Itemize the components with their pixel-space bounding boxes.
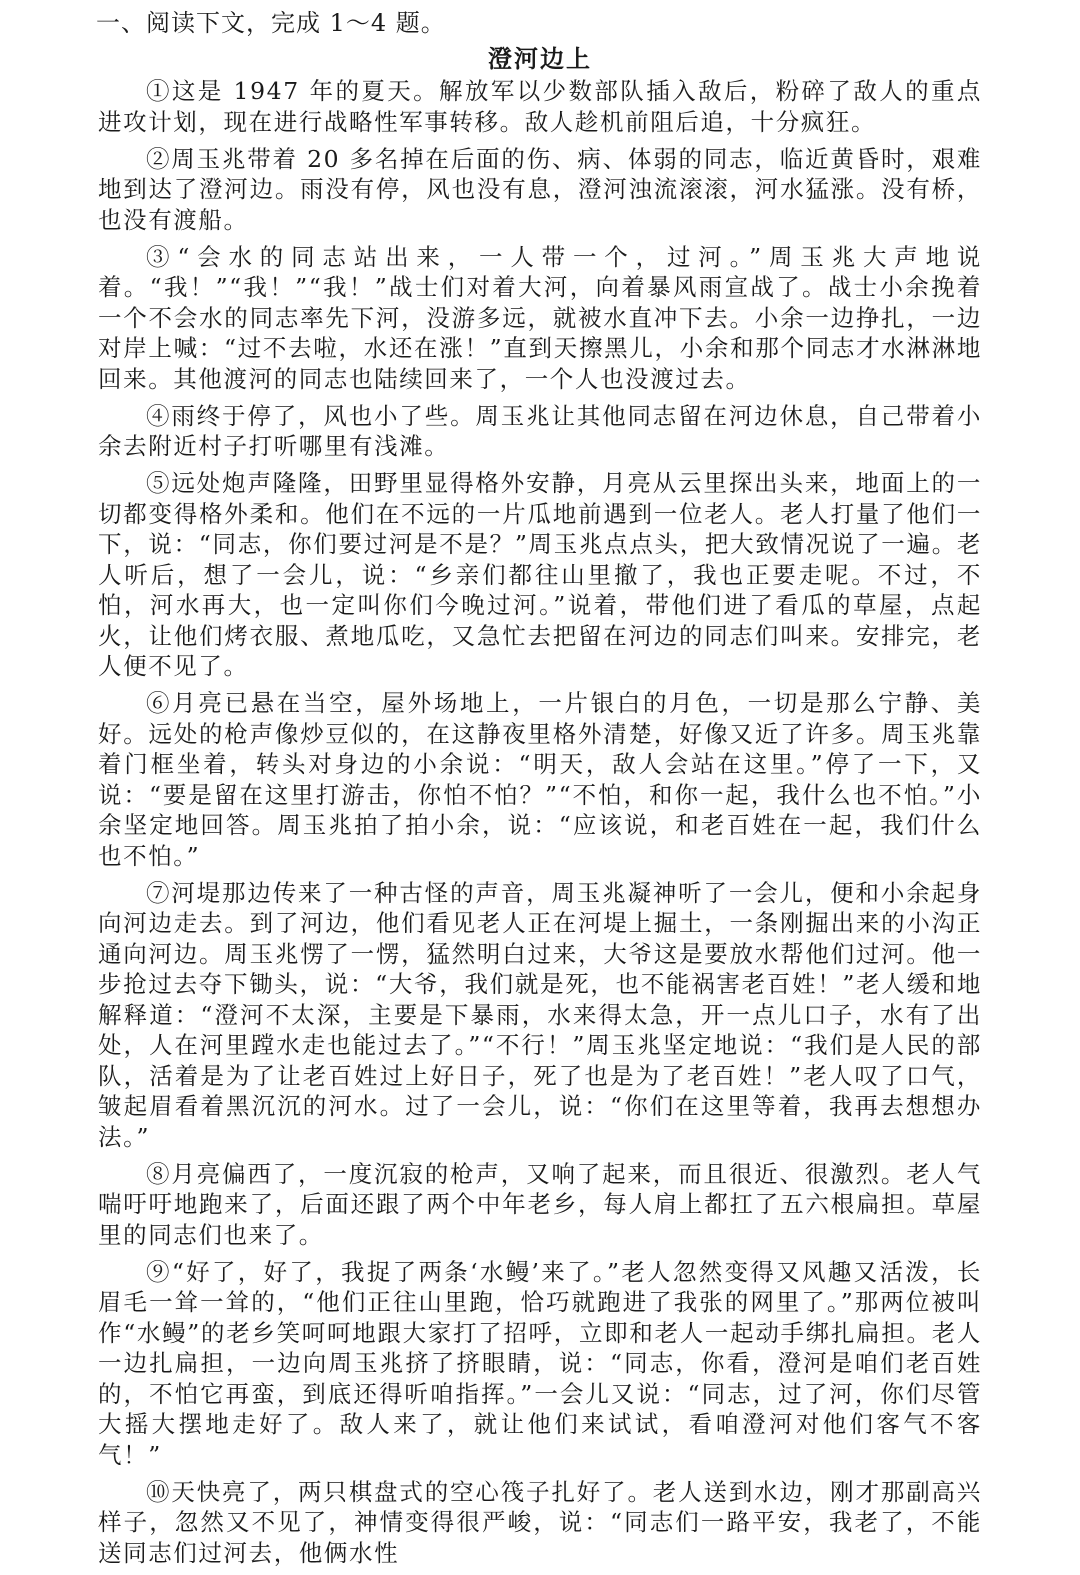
article-title: 澄河边上: [488, 44, 592, 73]
paragraph-3: ③“会水的同志站出来，一人带一个，过河。”周玉兆大声地说着。“我！”“我！”“我！”战士们对着大河，向着暴风雨宣战了。战士小余挽着一个不会水的同志率先下河，没游多远，就被水直冲下去。小余一边挣扎，一边对岸上喊：“过不去啦，水还在涨！”直到天擦黑儿，小余和那个同志才水淋淋地回来。其他渡河的同志也陆续回来了，一个人也没渡过去。: [98, 242, 982, 393]
paragraph-10: ⑩天快亮了，两只棋盘式的空心筏子扎好了。老人送到水边，刚才那副高兴样子，忽然又不见了，神情变得很严峻，说：“同志们一路平安，我老了，不能送同志们过河去，他俩水性: [98, 1477, 982, 1567]
article-body: [98, 76, 982, 1575]
paragraph-9: ⑨“好了，好了，我捉了两条‘水鳗’来了。”老人忽然变得又风趣又活泼，长眉毛一耸一耸的，“他们正往山里跑，恰巧就跑进了我张的网里了。”那两位被叫作“水鳗”的老乡笑呵呵地跟大家打了招呼，立即和老人一起动手绑扎扁担。老人一边扎扁担，一边向周玉兆挤了挤眼睛，说：“同志，你看，澄河是咱们老百姓的，不怕它再蛮，到底还得听咱指挥。”一会儿又说：“同志，过了河，你们尽管大摇大摆地走好了。敌人来了，就让他们来试试，看咱澄河对他们客气不客气！”: [98, 1257, 982, 1469]
paragraph-2: ②周玉兆带着 20 多名掉在后面的伤、病、体弱的同志，临近黄昏时，艰难地到达了澄河边。雨没有停，风也没有息，澄河浊流滚滚，河水猛涨。没有桥，也没有渡船。: [98, 144, 982, 234]
paragraph-4: ④雨终于停了，风也小了些。周玉兆让其他同志留在河边休息，自己带着小余去附近村子打听哪里有浅滩。: [98, 401, 982, 460]
question-instruction: 一、阅读下文，完成 1～4 题。: [96, 9, 446, 37]
paragraph-5: ⑤远处炮声隆隆，田野里显得格外安静，月亮从云里探出头来，地面上的一切都变得格外柔和。他们在不远的一片瓜地前遇到一位老人。老人打量了他们一下，说：“同志，你们要过河是不是？”周玉兆点点头，把大致情况说了一遍。老人听后，想了一会儿，说：“乡亲们都往山里撤了，我也正要走呢。不过，不怕，河水再大，也一定叫你们今晚过河。”说着，带他们进了看瓜的草屋，点起火，让他们烤衣服、煮地瓜吃，又急忙去把留在河边的同志们叫来。安排完，老人便不见了。: [98, 469, 982, 680]
paragraph-7: ⑦河堤那边传来了一种古怪的声音，周玉兆凝神听了一会儿，便和小余起身向河边走去。到了河边，他们看见老人正在河堤上掘土，一条刚掘出来的小沟正通向河边。周玉兆愣了一愣，猛然明白过来，大爷这是要放水帮他们过河。他一步抢过去夺下锄头，说：“大爷，我们就是死，也不能祸害老百姓！”老人缓和地解释道：“澄河不太深，主要是下暴雨，水来得太急，开一点儿口子，水有了出处，人在河里蹚水走也能过去了。”“不行！”周玉兆坚定地说：“我们是人民的部队，活着是为了让老百姓过上好日子，死了也是为了老百姓！”老人叹了口气，皱起眉看着黑沉沉的河水。过了一会儿，说：“你们在这里等着，我再去想想办法。”: [98, 878, 982, 1151]
paragraph-1: ①这是 1947 年的夏天。解放军以少数部队插入敌后，粉碎了敌人的重点进攻计划，现在进行战略性军事转移。敌人趁机前阻后追，十分疯狂。: [98, 77, 982, 136]
paragraph-8: ⑧月亮偏西了，一度沉寂的枪声，又响了起来，而且很近、很激烈。老人气喘吁吁地跑来了，后面还跟了两个中年老乡，每人肩上都扛了五六根扁担。草屋里的同志们也来了。: [98, 1159, 982, 1249]
paragraph-6: ⑥月亮已悬在当空，屋外场地上，一片银白的月色，一切是那么宁静、美好。远处的枪声像炒豆似的，在这静夜里格外清楚，好像又近了许多。周玉兆靠着门框坐着，转头对身边的小余说：“明天，敌人会站在这里。”停了一下，又说：“要是留在这里打游击，你怕不怕？”“不怕，和你一起，我什么也不怕。”小余坚定地回答。周玉兆拍了拍小余，说：“应该说，和老百姓在一起，我们什么也不怕。”: [98, 689, 982, 870]
